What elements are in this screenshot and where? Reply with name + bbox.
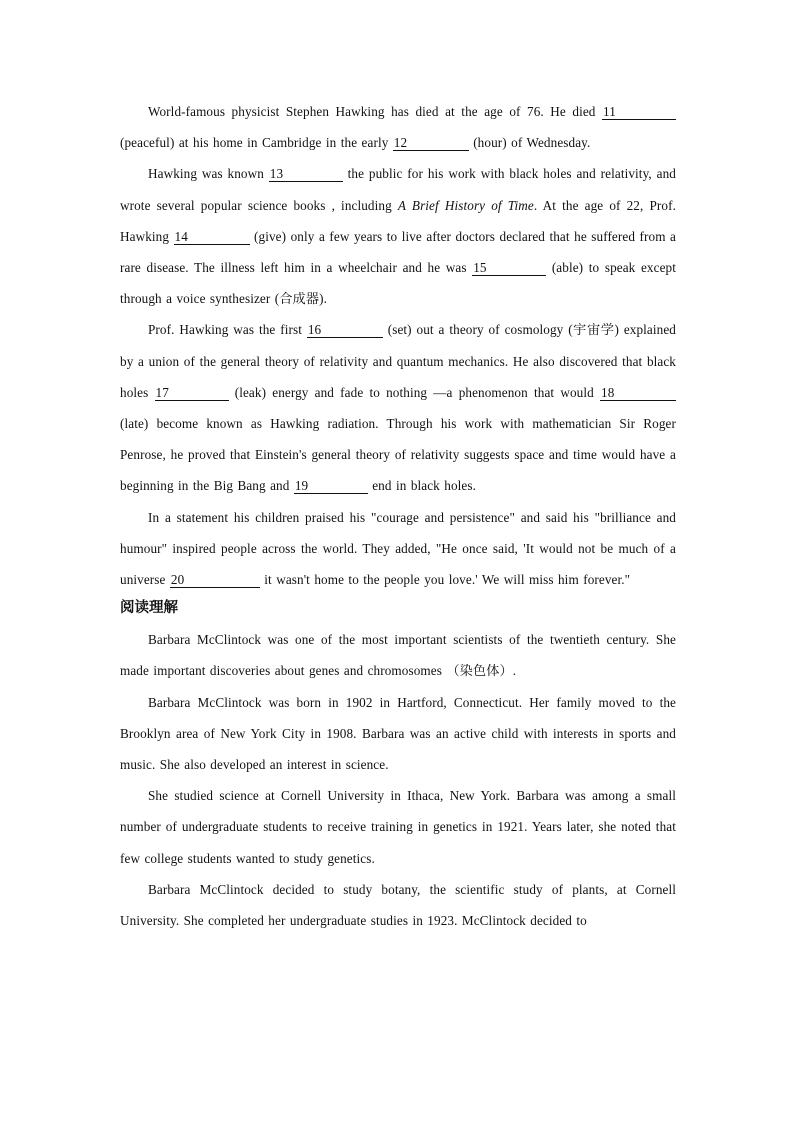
- document-page: [120, 96, 676, 936]
- blank-14[interactable]: 14: [174, 230, 250, 245]
- blank-17[interactable]: 17: [155, 386, 229, 401]
- blank-19[interactable]: 19: [294, 479, 368, 494]
- section-heading: 阅读理解: [120, 600, 178, 617]
- blank-20[interactable]: 20: [170, 573, 260, 588]
- blank-13[interactable]: 13: [269, 167, 343, 182]
- paragraph-mcclintock-3: She studied science at Cornell University in Ithaca, New York. Barbara was among a small number of undergraduate students to receive training in genetics in 1921. Years later, she noted that few college students wanted to study genetics.: [120, 788, 676, 866]
- blank-12[interactable]: 12: [393, 136, 469, 151]
- paragraph-hawking-2: Hawking was known 13 the public for his work with black holes and relativity, and wrote several popular science books , including A Brief History of Time. At the age of 22, Prof. Hawking 14 (give) only a few years to live after doctors declared that he suffered from a rare disease. The illness left him in a wheelchair and he was 15 (able) to speak except through a voice synthesizer (合成器).: [120, 166, 677, 307]
- paragraph-hawking-1: World-famous physicist Stephen Hawking has died at the age of 76. He died 11 (peaceful) at his home in Cambridge in the early 12 (hour) of Wednesday.: [120, 96, 676, 158]
- blank-15[interactable]: 15: [472, 261, 546, 276]
- paragraph-mcclintock-1: Barbara McClintock was one of the most important scientists of the twentieth century. She made important discoveries about genes and chromosomes （染色体）.: [120, 632, 676, 679]
- paragraph-hawking-3: Prof. Hawking was the first 16 (set) out a theory of cosmology (宇宙学) explained by a union of the general theory of relativity and quantum mechanics. He also discovered that black holes 17 (leak) energy and fade to nothing —a phenomenon that would 18 (late) become known as Hawking radiation. Through his work with mathematician Sir Roger Penrose, he proved that Einstein's general theory of relativity suggests space and time would have a beginning in the Big Bang and 19 end in black holes.: [120, 322, 676, 494]
- blank-18[interactable]: 18: [600, 386, 676, 401]
- paragraph-mcclintock-2: Barbara McClintock was born in 1902 in Hartford, Connecticut. Her family moved to the Brooklyn area of New York City in 1908. Barbara was an active child with interests in sports and music. She also developed an interest in science.: [120, 694, 676, 773]
- paragraph-mcclintock-4: Barbara McClintock decided to study botany, the scientific study of plants, at Cornell University. She completed her undergraduate studies in 1923. McClintock decided to: [120, 881, 676, 929]
- blank-11[interactable]: 11: [602, 105, 676, 120]
- book-title: A Brief History of Time: [397, 197, 534, 213]
- blank-16[interactable]: 16: [307, 323, 383, 338]
- paragraph-hawking-4: In a statement his children praised his "courage and persistence" and said his "brilliance and humour" inspired people across the world. They added, "He once said, 'It would not be much of a universe 20 it wasn't home to the people you love.' We will miss him forever.": [120, 509, 676, 588]
